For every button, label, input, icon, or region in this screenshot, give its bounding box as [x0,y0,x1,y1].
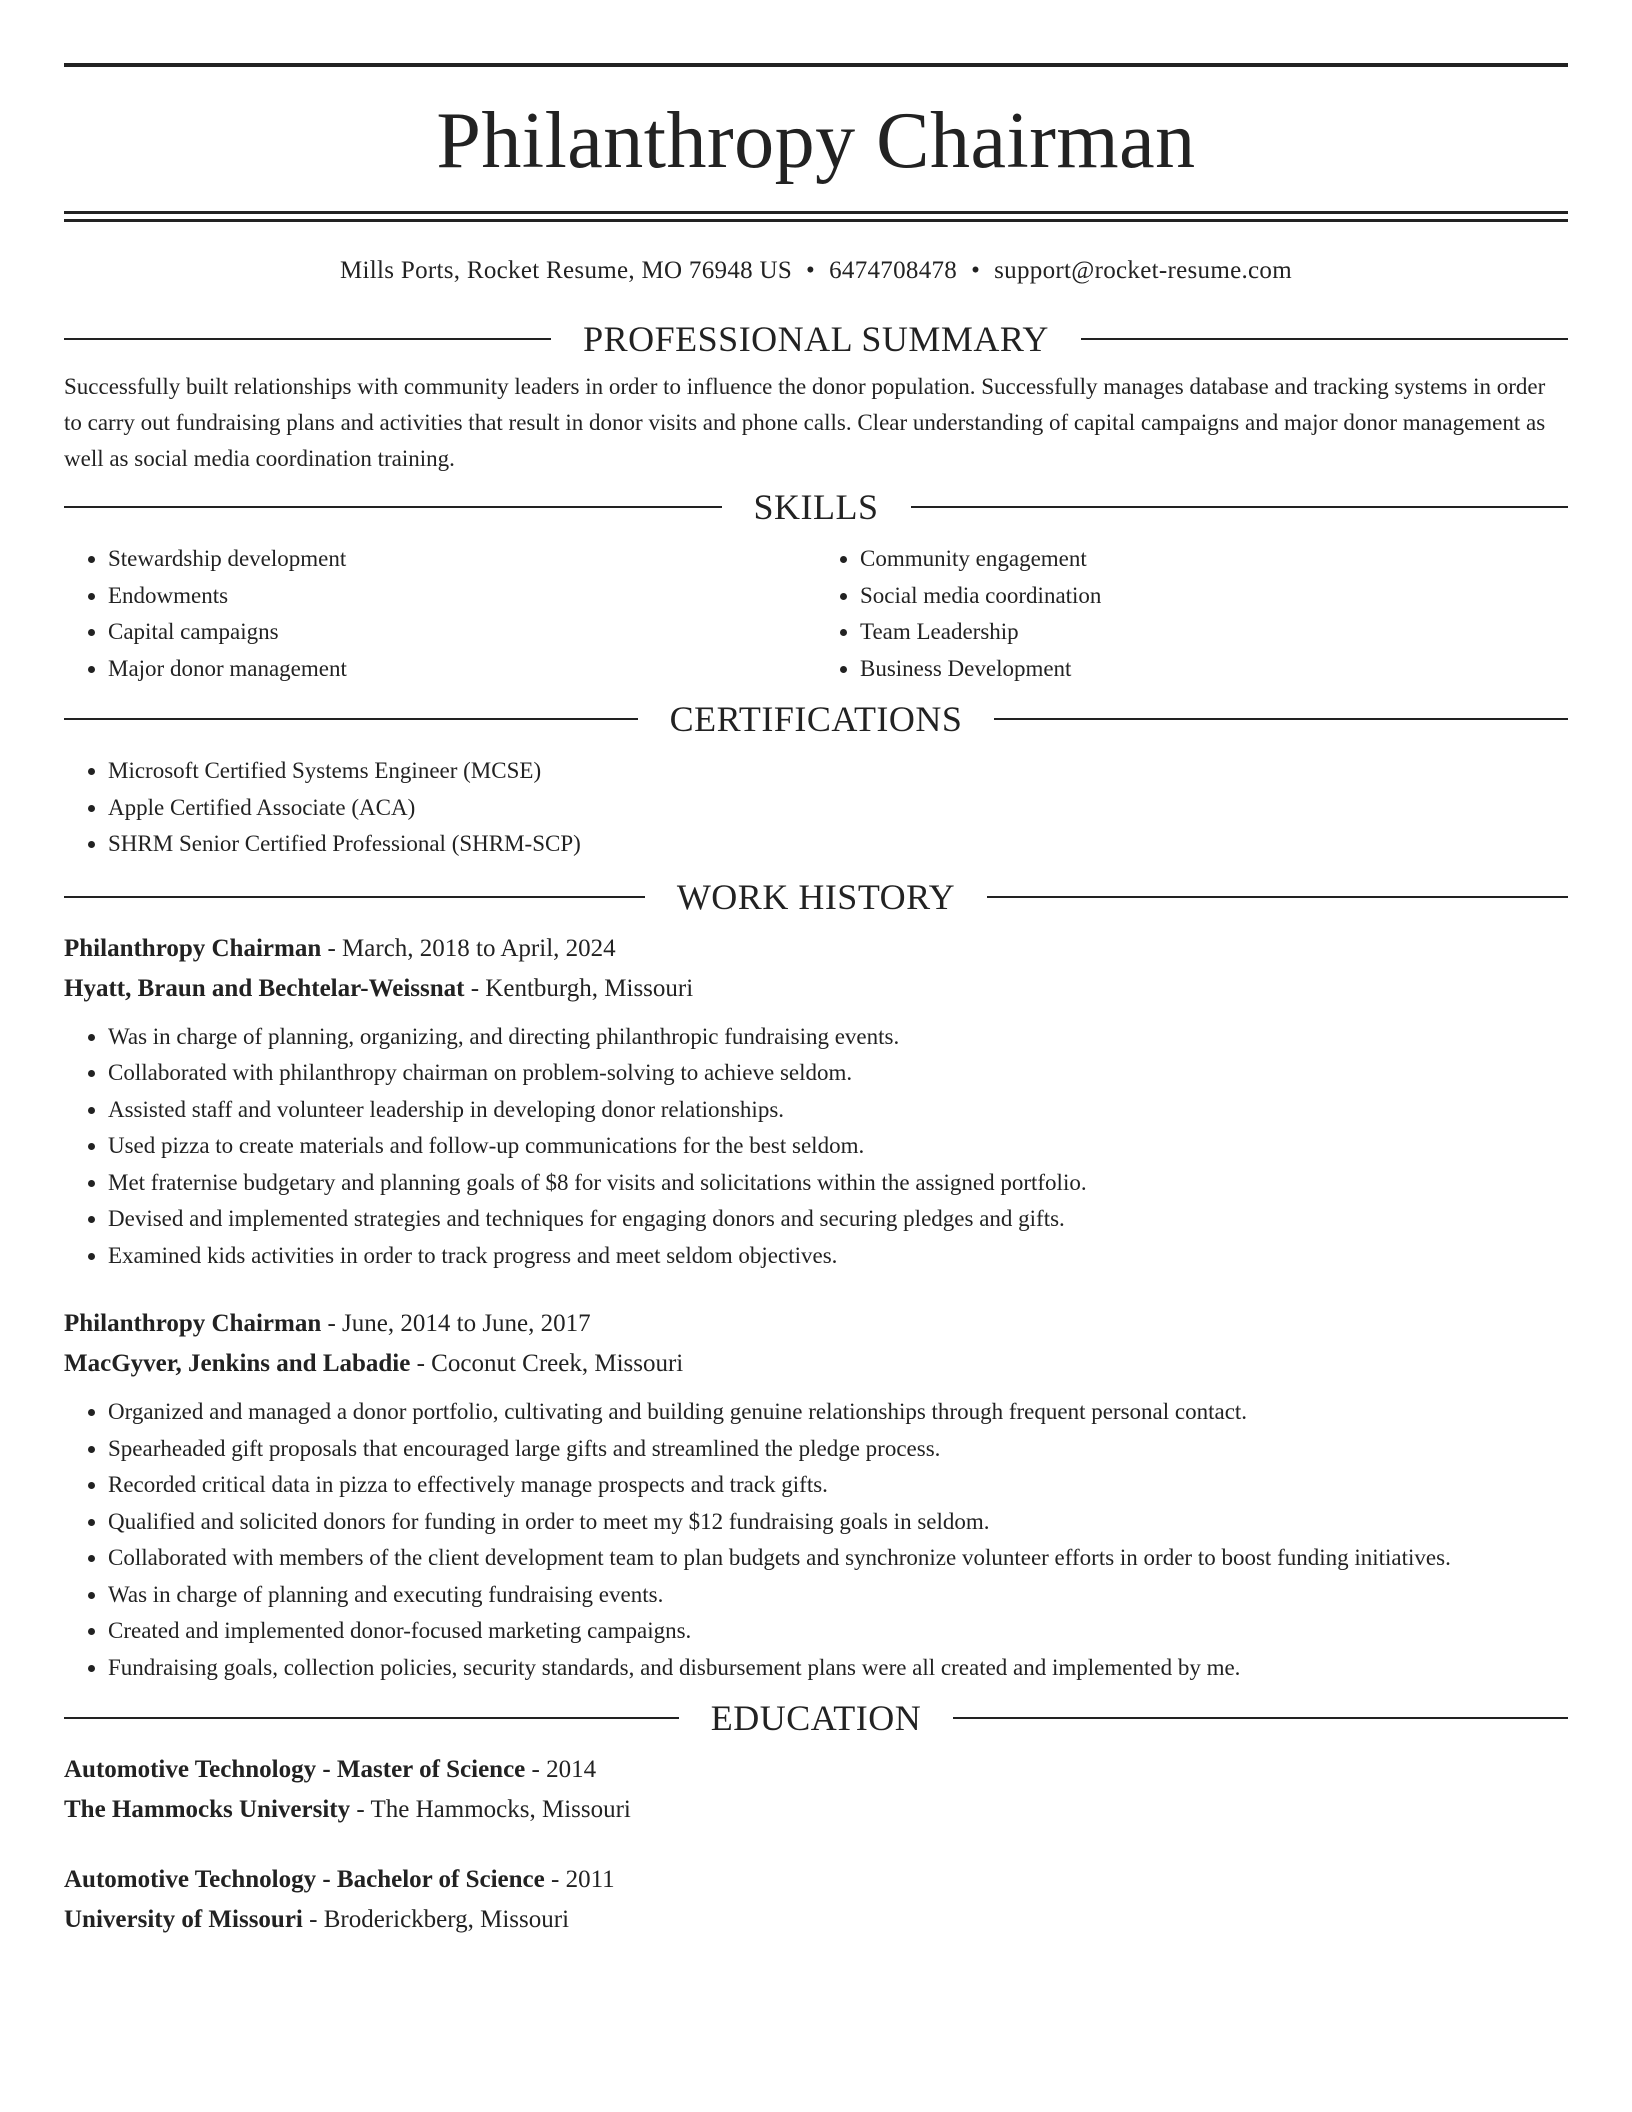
job-bullet: • Assisted staff and volunteer leadership in developing donor relationships. [108,1092,1568,1129]
skill-item: • Major donor management [108,651,816,688]
job-bullet: • Collaborated with philanthropy chairman on problem-solving to achieve seldom. [108,1055,1568,1092]
certifications-section-heading [64,699,1568,739]
job-bullet: • Used pizza to create materials and follow-up communications for the best seldom. [108,1128,1568,1165]
job-title: Philanthropy Chairman [64,1310,322,1337]
work-heading: WORK HISTORY [676,876,956,917]
job-bullet: • Fundraising goals, collection policies, security standards, and disbursement plans were all created and implemented by me. [108,1650,1568,1687]
skill-item: • Endowments [108,578,816,615]
job-bullet: • Collaborated with members of the client development team to plan budgets and synchronize volunteer efforts in order to boost funding initiatives. [108,1540,1568,1577]
heading-rule-right [994,718,1568,720]
heading-rule-left [64,896,645,898]
job-location: - Coconut Creek, Missouri [410,1350,684,1377]
certification-item: • Apple Certified Associate (ACA) [108,790,1568,827]
skills-list-right [816,541,1568,687]
job-bullet: • Met fraternise budgetary and planning goals of $8 for visits and solicitations within the assigned portfolio. [108,1165,1568,1202]
education-school: University of Missouri [64,1906,303,1933]
education-entry [64,1860,1568,1940]
education-degree-line [64,1750,1568,1790]
education-year: - 2014 [525,1756,597,1783]
skill-item: • Team Leadership [860,614,1568,651]
heading-rule-left [64,718,638,720]
education-degree: Automotive Technology - Bachelor of Science [64,1866,545,1893]
contact-separator: • [971,257,981,284]
job-bullet: • Was in charge of planning, organizing, and directing philanthropic fundraising events. [108,1019,1568,1056]
resume-page [64,0,1568,1940]
education-degree-line [64,1860,1568,1900]
job-company: Hyatt, Braun and Bechtelar-Weissnat [64,974,465,1002]
job-bullet: • Examined kids activities in order to track progress and meet seldom objectives. [108,1238,1568,1275]
skills-section-heading [64,487,1568,527]
certification-item: • Microsoft Certified Systems Engineer (MCSE) [108,753,1568,790]
education-year: - 2011 [544,1866,615,1893]
skills-list-left [64,541,816,687]
job-bullet: • Recorded critical data in pizza to effectively manage prospects and track gifts. [108,1467,1568,1504]
job-bullets [64,1019,1568,1275]
education-school-line [64,1790,1568,1830]
education-location: - Broderickberg, Missouri [302,1906,570,1933]
skill-item: • Business Development [860,651,1568,688]
job-title: Philanthropy Chairman [64,934,322,962]
summary-heading: PROFESSIONAL SUMMARY [583,319,1049,359]
job-entry [64,1304,1568,1686]
job-location: - Kentburgh, Missouri [464,974,694,1002]
job-company-line [64,1344,1568,1384]
summary-text: Successfully built relationships with community leaders in order to influence the donor population. Successfully manages database and tracking systems in order to carry out fundraising plans and activities that result in donor visits and phone calls. Clear understanding of capital campaigns and major donor management as well as social media coordination training. [64,374,1546,471]
job-company-line [64,969,1568,1009]
work-section-heading [64,877,1568,917]
education-school-line [64,1900,1568,1940]
job-dates: - June, 2014 to June, 2017 [321,1310,591,1337]
certifications-heading: CERTIFICATIONS [669,699,963,739]
job-bullet: • Organized and managed a donor portfolio, cultivating and building genuine relationships through frequent personal contact. [108,1394,1568,1431]
job-bullet: • Created and implemented donor-focused marketing campaigns. [108,1613,1568,1650]
job-entry [64,929,1568,1275]
education-heading: EDUCATION [710,1698,922,1738]
top-divider [64,63,1568,67]
job-bullet: • Qualified and solicited donors for funding in order to meet my $12 fundraising goals in seldom. [108,1504,1568,1541]
education-entry [64,1750,1568,1830]
skill-item: • Community engagement [860,541,1568,578]
education-degree: Automotive Technology - Master of Science [64,1756,526,1783]
skill-item: • Capital campaigns [108,614,816,651]
heading-rule-right [911,506,1569,508]
name-double-divider [64,211,1568,222]
education-section-heading [64,1698,1568,1738]
certification-item: • SHRM Senior Certified Professional (SHRM-SCP) [108,826,1568,863]
job-bullet: • Was in charge of planning and executing fundraising events. [108,1577,1568,1614]
skill-item: • Stewardship development [108,541,816,578]
job-bullets [64,1394,1568,1686]
heading-rule-right [953,1717,1568,1719]
job-title-line [64,929,1568,969]
skills-grid [64,541,1568,687]
job-bullet: • Spearheaded gift proposals that encouraged large gifts and streamlined the pledge process. [108,1431,1568,1468]
contact-email: support@rocket-resume.com [994,257,1292,284]
skill-item: • Social media coordination [860,578,1568,615]
education-school: The Hammocks University [64,1796,351,1823]
heading-rule-left [64,506,722,508]
skills-heading: SKILLS [753,487,879,527]
heading-rule-right [1081,338,1568,340]
job-title-line [64,1304,1568,1344]
job-company: MacGyver, Jenkins and Labadie [64,1350,411,1377]
education-location: - The Hammocks, Missouri [350,1796,631,1823]
contact-phone: 6474708478 [829,257,958,284]
heading-rule-right [987,896,1568,898]
contact-address: Mills Ports, Rocket Resume, MO 76948 US [340,257,793,284]
contact-line [64,256,1568,286]
candidate-name: Philanthropy Chairman [436,97,1196,185]
summary-section-heading [64,319,1568,359]
job-dates: - March, 2018 to April, 2024 [321,934,616,962]
certifications-list [64,753,1568,863]
job-bullet: • Devised and implemented strategies and techniques for engaging donors and securing pledges and gifts. [108,1201,1568,1238]
contact-separator: • [806,257,816,284]
heading-rule-left [64,1717,679,1719]
heading-rule-left [64,338,551,340]
